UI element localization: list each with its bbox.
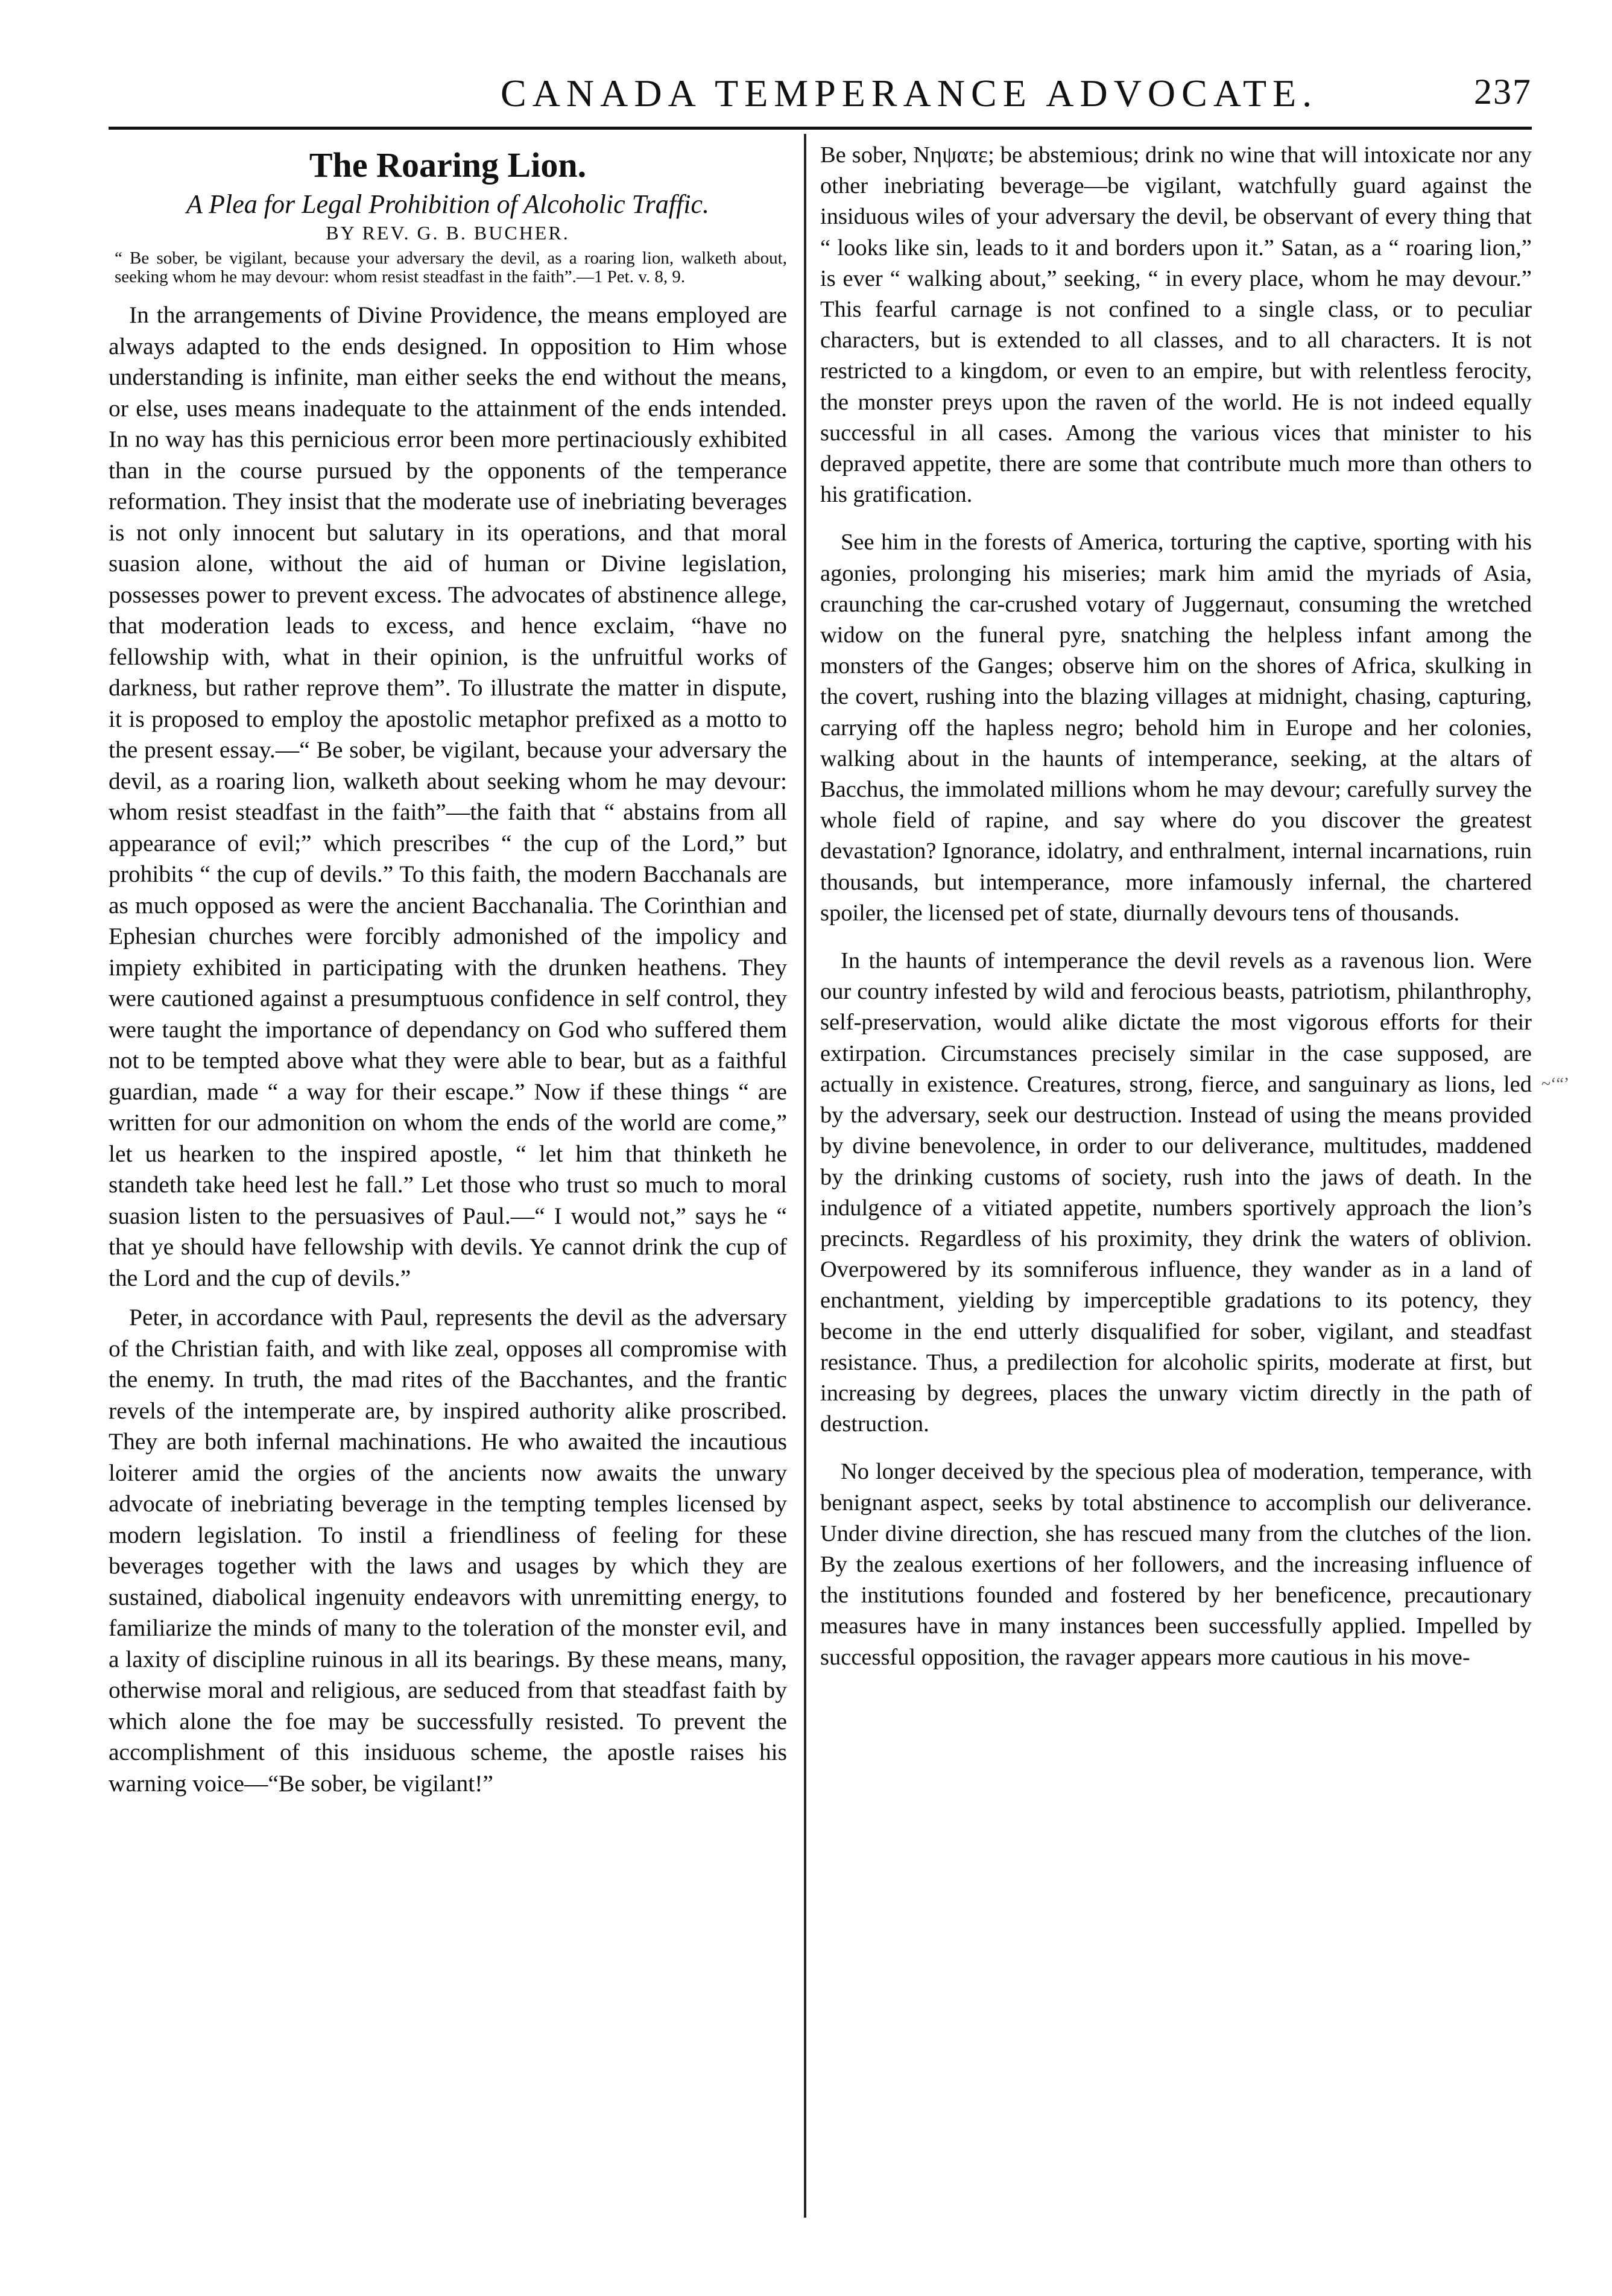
header-rule bbox=[109, 127, 1532, 130]
article-byline: BY REV. G. B. BUCHER. bbox=[326, 222, 570, 244]
page-number: 237 bbox=[1474, 72, 1532, 112]
running-title: CANADA TEMPERANCE ADVOCATE. bbox=[501, 72, 1318, 115]
paragraph: In the haunts of intemperance the devil revels as a ravenous lion. Were our country infested by wild and ferocious beasts, patriotism, philanthrophy, self-preservation, would alike dictate the most vigorous efforts for their extirpation. Circumstances precisely similar in the case supposed, are actually in existence. Creatures, strong, fierce, and sanguinary as lions, led by the adversary, seek our destruction. Instead of using the means provided by divine benevolence, in order to our deliverance, multitudes, maddened by the drinking customs of society, rush into the jaws of death. In the indulgence of a vitiated appetite, numbers sportively approach the lion’s precincts. Regardless of his proximity, they drink the waters of oblivion. Overpowered by its somniferous influence, they wander as in a land of enchantment, yielding by imperceptible gradations to its potency, they become in the end utterly disqualified for sober, vigilant, and steadfast resistance. Thus, a predilection for alcoholic spirits, moderate at first, but increasing by degrees, places the unwary victim directly in the path of destruction. bbox=[820, 948, 1532, 1437]
paragraph: In the arrangements of Divine Providence, the means employed are always adapted to the ends designed. In opposition to Him whose understanding is infinite, man either seeks the end without the means, or else, uses means inadequate to the attainment of the ends intended. In no way has this pernicious error been more pertinaciously exhibited than in the course pursued by the opponents of the temperance reformation. They insist that the moderate use of inebriating beverages is not only innocent but salutary in its operations, and that moral suasion alone, without the aid of human or Divine legislation, possesses power to prevent excess. The advocates of abstinence allege, that moderation leads to excess, and hence exclaim, “have no fellowship with, what in their opinion, is the unfruitful works of darkness, but rather reprove them”. To illustrate the matter in dispute, it is proposed to employ the apostolic metaphor prefixed as a motto to the present essay.—“ Be sober, be vigilant, because your adversary the devil, as a roaring lion, walketh about seeking whom he may devour: whom resist steadfast in the faith”—the faith that “ abstains from all appearance of evil;” which prescribes “ the cup of the Lord,” but prohibits “ the cup of devils.” To this faith, the modern Bacchanals are as much opposed as were the ancient Bacchanalia. The Corinthian and Ephesian churches were forcibly admonished of the impolicy and impiety exhibited in participating with the drunken heathens. They were cautioned against a presumptuous confidence in self control, they were taught the importance of dependancy on God who suffered them not to be tempted above what they were able to bear, but as a faithful guardian, made “ a way for their escape.” Now if these things “ are written for our admonition on whom the ends of the world are come,” let us hearken to the inspired apostle, “ let him that thinketh he standeth take heed lest he fall.” Let those who trust so much to moral suasion listen to the persuasives of Paul.—“ I would not,” says he “ that ye should have fellowship with devils. Ye cannot drink the cup of the Lord and the cup of devils.” bbox=[109, 302, 787, 1291]
paragraph: Be sober, Nηψατε; be abstemious; drink no wine that will intoxicate nor any other inebriating beverage—be vigilant, watchfully guard against the insiduous wiles of your adversary the devil, be observant of every thing that “ looks like sin, leads to it and borders upon it.” Satan, as a “ roaring lion,” is ever “ walking about,” seeking, “ in every place, whom he may devour.” This fearful carnage is not confined to a single class, or to peculiar characters, but is extended to all classes, and to all characters. It is not restricted to a kingdom, or even to an empire, but with relentless ferocity, the monster preys upon the raven of the world. He is not indeed equally successful in all cases. Among the various vices that minister to his depraved appetite, there are some that contribute much more than others to his gratification. bbox=[820, 142, 1532, 508]
epigraph: “ Be sober, be vigilant, because your adversary the devil, as a roaring lion, walketh about, seeking whom he may devour: whom resist steadfast in the faith”.—1 Pet. v. 8, 9. bbox=[115, 248, 787, 286]
article-title: The Roaring Lion. bbox=[309, 145, 587, 185]
paragraph: No longer deceived by the specious plea of moderation, temperance, with benignant aspect, seeks by total abstinence to accomplish our deliverance. Under divine direction, she has rescued many from the clutches of the lion. By the zealous exertions of her followers, and the increasing influence of the institutions founded and fostered by her beneficence, precautionary measures have in many instances been successfully applied. Impelled by successful opposition, the ravager appears more cautious in his move- bbox=[820, 1459, 1532, 1670]
paragraph: Peter, in accordance with Paul, represents the devil as the adversary of the Christian faith, and with like zeal, opposes all compromise with the enemy. In truth, the mad rites of the Bacchantes, and the frantic revels of the intemperate are, by inspired authority alike proscribed. They are both infernal machinations. He who awaited the incautious loiterer amid the orgies of the ancients now awaits the unwary advocate of inebriating beverage in the tempting temples licensed by modern legislation. To instil a friendliness of feeling for these beverages together with the laws and usages by which they are sustained, diabolical ingenuity endeavors with unremitting energy, to familiarize the minds of many to the toleration of the monster evil, and a laxity of discipline ruinous in all its bearings. By these means, many, otherwise moral and religious, are seduced from that steadfast faith by which alone the foe may be successfully resisted. To prevent the accomplishment of this insiduous scheme, the apostle raises his warning voice—“Be sober, be vigilant!” bbox=[109, 1304, 787, 1797]
right-column bbox=[820, 140, 1532, 2212]
article-subtitle: A Plea for Legal Prohibition of Alcoholic Traffic. bbox=[186, 189, 709, 219]
margin-mark: ~‘“’ bbox=[1541, 1075, 1570, 1093]
paragraph: See him in the forests of America, torturing the captive, sporting with his agonies, prolonging his miseries; mark him amid the myriads of Asia, craunching the car-crushed votary of Juggernaut, consuming the wretched widow on the funeral pyre, snatching the helpless infant among the monsters of the Ganges; observe him on the shores of Africa, skulking in the covert, rushing into the blazing villages at midnight, chasing, capturing, carrying off the hapless negro; behold him in Europe and her colonies, walking about in the haunts of intemperance, seeking, at the altars of Bacchus, the immolated millions whom he may devour; carefully survey the whole field of rapine, and say where do you discover the greatest devastation? Ignorance, idolatry, and enthralment, internal incarnations, ruin thousands, but intemperance, more infamously infernal, the chartered spoiler, the licensed pet of state, diurnally devours tens of thousands. bbox=[820, 530, 1532, 926]
column-divider bbox=[804, 134, 806, 2218]
left-column bbox=[109, 140, 787, 2212]
page-header bbox=[109, 71, 1532, 123]
